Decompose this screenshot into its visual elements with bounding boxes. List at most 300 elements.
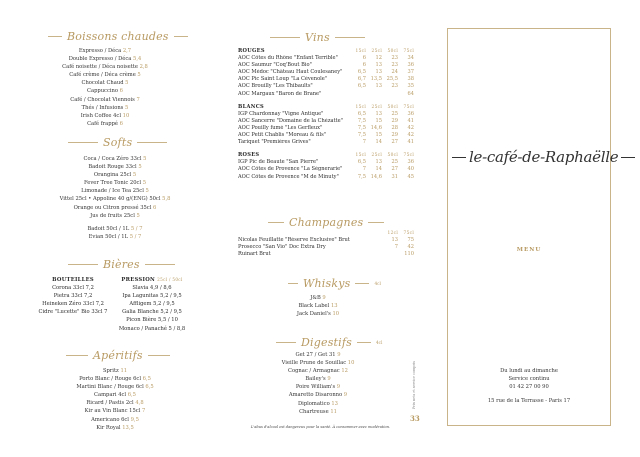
item-name: Café / Chocolat Viennois: [70, 96, 135, 103]
item-price: 6: [153, 204, 157, 211]
list-item: [258, 400, 378, 408]
title-rule: [148, 355, 170, 356]
item-price: 5: [142, 180, 147, 187]
whiskys-list: [258, 294, 378, 318]
list-item: [40, 195, 190, 203]
item-price: 5: [125, 80, 129, 87]
item-price: 5: [125, 104, 129, 111]
wine-price: 23: [391, 62, 398, 69]
waters-list: [40, 225, 190, 241]
title-rule: [276, 342, 296, 343]
title-rule: [174, 36, 188, 37]
title-rule: [357, 342, 371, 343]
item-name: Café crème / Déca crème: [69, 72, 136, 79]
item-price: 7: [142, 408, 146, 415]
digestifs-title: [276, 336, 382, 349]
wine-price: 23: [391, 83, 398, 90]
size-label: 75cl: [403, 49, 414, 54]
list-item: [40, 163, 190, 171]
list-item: [112, 325, 192, 333]
list-item: [40, 233, 190, 241]
list-item: [112, 300, 192, 308]
wine-row: [238, 125, 414, 132]
pression-header: [112, 276, 192, 284]
vins-title: [270, 31, 365, 44]
digestifs-list: [258, 351, 378, 416]
champagne-header: [238, 230, 414, 237]
list-item: [40, 225, 190, 233]
wine-price: 7,5: [357, 117, 366, 124]
cafe-logo: [452, 148, 619, 166]
item-price: 10: [122, 112, 130, 119]
wine-price: 6: [362, 62, 366, 69]
size-label: 15cl: [355, 104, 366, 110]
item-name: Kir Royal: [96, 424, 121, 431]
wine-price: [366, 91, 382, 98]
wine-name: IGP Chardonnay "Vigne Antique": [238, 110, 324, 117]
wine-price: 36: [407, 159, 414, 166]
item-name: Badoit 50cl / 1L: [87, 226, 130, 232]
list-item: [40, 47, 170, 55]
wine-category-label: BLANCS: [238, 103, 265, 110]
item-price: 5: [138, 164, 142, 171]
title-rule: [335, 37, 365, 38]
wine-name: AOC Sancerre "Domaine de la Chézatte": [238, 117, 343, 124]
item-name: Picon Bière: [126, 317, 157, 324]
spacer: [238, 230, 382, 237]
item-price: 6,5: [145, 384, 154, 391]
item-price: 4,9 / 8,6: [150, 285, 172, 292]
wine-price: 13,5: [370, 76, 382, 83]
item-name: Cidre "Lucette" Bio 33cl: [38, 309, 103, 316]
item-price: 11: [120, 368, 128, 374]
size-label: 15cl: [355, 153, 366, 159]
logo-rule: [452, 157, 466, 158]
list-item: [258, 375, 378, 383]
wine-row: [238, 166, 414, 173]
list-item: [38, 292, 108, 300]
item-price: 5,8: [162, 196, 171, 203]
softs-title: [68, 136, 167, 149]
size-label: 15cl: [355, 49, 366, 54]
list-item: [258, 359, 378, 367]
item-price: 7: [136, 96, 140, 103]
whiskys-title: [288, 277, 381, 290]
item-price: 11: [330, 408, 337, 415]
item-price: 5: [132, 172, 137, 179]
aperitifs-title-text: Apéritifs: [93, 349, 143, 362]
wine-price: 25: [391, 159, 398, 166]
item-price: 9: [336, 384, 341, 391]
item-name: Affligem: [129, 301, 152, 308]
item-name: Black Label: [298, 303, 330, 310]
title-rule: [270, 37, 300, 38]
vins-title-text: Vins: [305, 31, 330, 44]
list-item: [40, 71, 170, 79]
item-price: 5,2 / 9,5: [160, 309, 182, 316]
wine-row: [238, 111, 414, 118]
wine-price: 28: [391, 124, 398, 131]
page-number: 33: [410, 414, 420, 423]
item-price: 5,5 / 10: [158, 317, 178, 324]
cafe-logo-text: le-café-de-Raphaëlle: [469, 148, 619, 166]
wine-price: 15: [375, 117, 382, 124]
item-price: 10: [332, 311, 340, 318]
wine-price: 42: [407, 132, 414, 139]
title-rule: [68, 264, 98, 265]
wine-price: 35: [407, 83, 414, 90]
champagne-row: [238, 251, 414, 258]
item-price: 5: [136, 212, 140, 219]
vins-block: [238, 48, 414, 187]
title-rule: [48, 36, 62, 37]
item-name: Chocolat Chaud: [81, 80, 124, 87]
wine-price: [350, 91, 366, 98]
wine-category-header: [238, 152, 414, 159]
whiskys-title-text: Whiskys: [303, 277, 351, 290]
wine-name: AOC Brouilly "Les Thibaults": [238, 83, 313, 90]
item-name: Fever Tree Tonic 20cl: [83, 180, 142, 187]
wine-price: 25: [391, 110, 398, 117]
hours-line-1: Du lundi au dimanche: [500, 368, 558, 374]
list-item: [112, 316, 192, 324]
alcohol-footnote: L'abus d'alcool est dangereux pour la santé. À consommer avec modération.: [250, 425, 391, 429]
wine-price: 14: [375, 139, 382, 146]
wine-price: 31: [391, 173, 398, 180]
wine-name: AOC Margaux "Baron de Brane": [238, 90, 322, 97]
wine-price: 25,5: [386, 76, 398, 83]
bieres-title-text: Bières: [103, 258, 140, 271]
item-name: Coca / Coca Zéro 33cl: [83, 156, 142, 162]
champagnes-title-text: Champagnes: [289, 216, 364, 229]
wine-name: AOC Saumur "Coq'Bout Bio": [238, 62, 312, 69]
list-item: [40, 96, 170, 104]
wine-price: 7: [362, 166, 366, 173]
address: 15 rue de la Terrasse - Paris 17: [487, 398, 571, 404]
list-item: [112, 292, 192, 300]
wine-price: 13: [375, 62, 382, 69]
softs-title-text: Softs: [103, 136, 133, 149]
wine-name: AOC Côtes de Provence "M de Minuty": [238, 173, 339, 180]
wine-price: 14,6: [370, 173, 382, 180]
size-label: 75cl: [403, 231, 414, 236]
title-rule: [137, 142, 167, 143]
size-label: 25cl: [371, 104, 382, 110]
item-name: Corona 33cl: [52, 285, 85, 292]
wine-price: 41: [407, 139, 414, 146]
item-price: 7,2: [85, 285, 94, 292]
list-item: [40, 367, 190, 375]
item-name: Kir au Vin Blanc 15cl: [84, 408, 141, 415]
bouteilles-list: [38, 284, 108, 316]
list-item: [40, 112, 170, 120]
boissons-title-text: Boissons chaudes: [67, 30, 169, 43]
item-price: 9: [322, 295, 326, 301]
list-item: [40, 399, 190, 407]
wine-category-header: [238, 104, 414, 111]
wine-price: 13: [375, 69, 382, 76]
wine-name: AOC Côtes du Rhône "Enfant Terrible": [238, 55, 338, 62]
champagne-price: 75: [407, 237, 414, 244]
champagne-price: 7: [394, 244, 398, 251]
item-price: 2,7: [122, 48, 132, 54]
list-item: [258, 367, 378, 375]
aperitifs-title: [66, 349, 170, 362]
whiskys-size: 4cl: [374, 281, 381, 286]
item-name: Badoit Rouge 33cl: [88, 164, 137, 171]
size-label: 25cl: [371, 153, 382, 159]
wine-price: 6,5: [357, 110, 366, 117]
item-name: Slavia: [132, 285, 149, 292]
wine-name: AOC Pouilly fumé "Les Gerfleux": [238, 124, 323, 131]
wine-price: 13: [375, 159, 382, 166]
wine-price: 34: [407, 55, 414, 62]
item-name: Chartreuse: [299, 408, 329, 415]
list-item: [40, 87, 170, 95]
list-item: [40, 424, 190, 432]
item-name: Irish Coffee 4cl: [80, 112, 121, 119]
list-item: [40, 187, 190, 195]
list-item: [40, 171, 190, 179]
wine-price: 23: [391, 55, 398, 62]
wine-price: 6,5: [357, 159, 366, 166]
item-price: 6: [119, 120, 123, 127]
item-name: Amaretto Disaronno: [288, 392, 343, 399]
item-name: Galia Blanche: [122, 309, 159, 316]
boissons-title: [48, 30, 188, 43]
size-label: 25cl: [371, 49, 382, 54]
size-label: 50cl: [387, 49, 398, 54]
wine-price: 38: [407, 76, 414, 83]
item-name: Ipa Lagunitas: [122, 293, 159, 300]
item-price: 9: [337, 352, 341, 358]
list-item: [40, 204, 190, 212]
digestifs-title-text: Digestifs: [301, 336, 352, 349]
spacer: [238, 181, 414, 187]
wine-price: 7,5: [357, 132, 366, 139]
item-price: 10: [347, 360, 355, 367]
item-name: Café noisette / Déca noisette: [62, 64, 138, 71]
champagne-name: Prosecco "San Vio" Doc Extra Dry: [238, 244, 326, 251]
wine-price: 6,7: [357, 76, 366, 83]
item-price: 2,8: [139, 64, 148, 71]
wine-name: AOC Petit Chablis "Moreau & fils": [238, 132, 327, 139]
item-name: Get 27 / Get 31: [295, 352, 336, 358]
item-name: Monaco / Panaché: [118, 325, 167, 332]
boissons-list: [40, 47, 170, 128]
item-price: 7,2: [95, 301, 104, 308]
champagnes-block: [238, 230, 414, 258]
item-name: Porto Blanc / Rouge 6cl: [79, 376, 141, 383]
item-name: Orangina 25cl: [93, 172, 132, 179]
wine-row: [238, 159, 414, 166]
wine-row: [238, 91, 414, 98]
wine-row: [238, 69, 414, 76]
wine-row: [238, 62, 414, 69]
item-name: Bailey's: [305, 376, 326, 383]
wine-price: 64: [407, 90, 414, 97]
bieres-pression: [112, 276, 192, 333]
item-price: 7,2: [84, 293, 93, 300]
size-label: 75cl: [403, 153, 414, 159]
wine-row: [238, 55, 414, 62]
pression-label: PRESSION: [121, 277, 156, 283]
item-price: 9: [343, 392, 348, 399]
wine-name: AOC Pic Saint Loup "La Cévenole": [238, 76, 328, 83]
item-name: Campari 4cl: [94, 392, 127, 399]
list-item: [40, 212, 190, 220]
list-item: [38, 300, 108, 308]
wine-price: 6,5: [357, 83, 366, 90]
size-label: 75cl: [403, 104, 414, 110]
wine-price: 45: [407, 173, 414, 180]
item-name: Ricard / Pastis 2cl: [86, 400, 134, 407]
list-item: [40, 155, 190, 163]
list-item: [258, 294, 378, 302]
wine-name: IGP Pic de Beaute "San Pierre": [238, 159, 319, 166]
title-rule: [288, 283, 298, 284]
list-item: [40, 391, 190, 399]
list-item: [258, 391, 378, 399]
wine-price: 37: [407, 69, 414, 76]
item-price: 5 / 7: [129, 234, 142, 241]
item-price: 5,2 / 9,5: [160, 293, 182, 300]
list-item: [112, 284, 192, 292]
wine-price: 42: [407, 124, 414, 131]
wine-price: 14: [375, 166, 382, 173]
aperitifs-list: [40, 367, 190, 432]
item-price: 6: [119, 88, 123, 95]
item-name: Expresso / Déca: [78, 48, 122, 54]
item-price: 6,5: [142, 376, 151, 383]
wine-name: AOC Côtes de Provence "La Ségnerarie": [238, 166, 343, 173]
list-item: [40, 120, 170, 128]
item-name: Evian 50cl / 1L: [88, 234, 129, 241]
wine-price: 29: [391, 132, 398, 139]
item-name: Diplomatico: [298, 400, 330, 407]
wine-category-label: ROUGES: [238, 48, 265, 54]
size-label: 50cl: [387, 104, 398, 110]
wine-price: 6,5: [357, 69, 366, 76]
item-price: 5,4: [133, 56, 142, 63]
wine-price: 41: [407, 117, 414, 124]
list-item: [40, 79, 170, 87]
bieres-title: [68, 258, 175, 271]
item-name: Jus de fruits 25cl: [90, 212, 135, 219]
item-price: 9: [327, 376, 331, 383]
wine-price: 13: [375, 83, 382, 90]
item-name: Poire William's: [295, 384, 336, 391]
list-item: [38, 284, 108, 292]
wine-price: 7,5: [357, 173, 366, 180]
list-item: [40, 63, 170, 71]
pression-sizes: 25cl / 50cl: [157, 277, 183, 282]
wine-row: [238, 132, 414, 139]
wine-row: [238, 174, 414, 181]
wine-category-label: ROSÉS: [238, 152, 260, 159]
title-rule: [368, 222, 384, 223]
champagne-row: [238, 237, 414, 244]
item-price: 13: [331, 400, 338, 407]
size-label: 12cl: [387, 231, 398, 236]
wine-price: 15: [375, 132, 382, 139]
wine-price: 14,6: [370, 124, 382, 131]
item-name: J&B: [310, 295, 321, 301]
champagne-price: [382, 251, 398, 258]
list-item: [40, 104, 170, 112]
wine-row: [238, 139, 414, 146]
list-item: [40, 383, 190, 391]
title-rule: [66, 355, 88, 356]
item-name: Orange ou Citron pressé 35cl: [73, 204, 152, 211]
item-name: Pietra 33cl: [53, 293, 83, 300]
wine-price: 29: [391, 117, 398, 124]
item-price: 4,8: [135, 400, 144, 407]
item-name: Double Expresso / Déca: [68, 56, 132, 63]
wine-price: 40: [407, 166, 414, 173]
wine-price: 27: [391, 166, 398, 173]
wine-name: AOC Médoc "Château Haut Coulesaney": [238, 69, 343, 76]
title-rule: [145, 264, 175, 265]
list-item: [40, 407, 190, 415]
title-rule: [268, 222, 284, 223]
item-name: Cognac / Armagnac: [288, 368, 340, 375]
wine-name: Tariquet "Premières Grives": [238, 139, 311, 146]
champagne-name: Nicolas Feuillatte "Réserve Exclusive" Brut: [238, 237, 350, 244]
hours-line-2: Service continu: [508, 376, 550, 382]
wine-category-header: [238, 48, 414, 55]
item-price: 5,2 / 9,5: [153, 301, 175, 308]
item-price: 6,5: [127, 392, 136, 399]
logo-rule: [621, 157, 635, 158]
item-price: 7: [104, 309, 108, 316]
champagne-row: [238, 244, 414, 251]
champagne-price: 13: [391, 237, 398, 244]
title-rule: [355, 283, 369, 284]
item-price: 5 / 7: [130, 226, 143, 232]
item-price: 13: [330, 303, 338, 310]
wine-row: [238, 76, 414, 83]
list-item: [40, 416, 190, 424]
champagne-name: Ruinart Brut: [238, 251, 271, 258]
list-item: [38, 308, 108, 316]
bieres-bouteilles: [38, 276, 108, 316]
size-label: 50cl: [387, 153, 398, 159]
wine-price: 7,5: [357, 124, 366, 131]
item-name: Café frappé: [87, 120, 118, 127]
item-name: Vittel 25cl • Appoline 40 g/(ENG) 50cl: [59, 196, 161, 203]
item-name: Jack Daniel's: [296, 311, 331, 318]
champagne-price: 42: [407, 244, 414, 251]
list-item: [258, 383, 378, 391]
item-name: Heineken Zéro 33cl: [42, 301, 95, 308]
list-item: [258, 302, 378, 310]
item-price: 9,5: [130, 416, 139, 423]
list-item: [112, 308, 192, 316]
item-name: Martini Blanc / Rouge 6cl: [76, 384, 144, 391]
wine-price: [382, 91, 398, 98]
item-name: Cappuccino: [87, 88, 118, 95]
digestifs-size: 4cl: [376, 340, 383, 345]
wine-price: 36: [407, 62, 414, 69]
phone: 01 42 27 00 90: [509, 384, 549, 390]
list-item: [40, 55, 170, 63]
softs-list: [40, 155, 190, 220]
title-rule: [68, 142, 98, 143]
list-item: [258, 351, 378, 359]
wine-row: [238, 118, 414, 125]
item-price: 5: [137, 72, 141, 79]
